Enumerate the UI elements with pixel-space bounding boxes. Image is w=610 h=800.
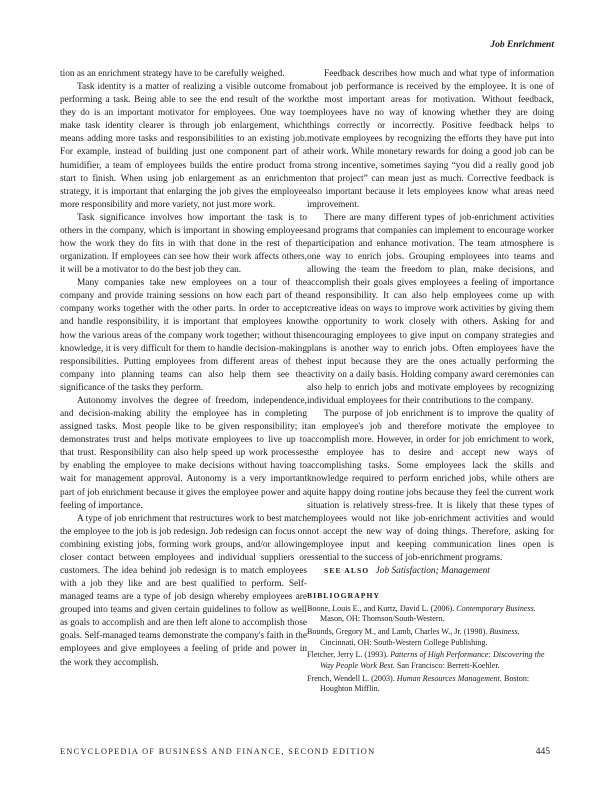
bibliography-entry: [307, 674, 554, 695]
bibliography-heading: BIBLIOGRAPHY: [307, 591, 381, 601]
paragraph: A type of job enrichment that restructures work to best match the employee to the job is job redesign. Job redesign can focus on combining existing jobs, forming work groups, and/or allowing closer contact between employees and individual suppliers or customers. The idea behind job redesign is to match employees with a job they like and are best qualified to perform. Self-managed teams are a type of job design whereby employees are grouped into teams and given certain guidelines to follow as well as goals to accomplish and are then left alone to accomplish those goals. Self-managed teams demonstrate the company's faith in the employees and give employees a feeling of pride and power in the work they accomplish.: [60, 513, 307, 668]
ref-title: Contemporary Business.: [456, 603, 536, 613]
see-also: [307, 565, 554, 578]
see-also-label: SEE ALSO: [324, 565, 370, 575]
paragraph: Many companies take new employees on a tour of the company and provide training sessions on how each part of the company works together with the other parts. In order to accept and handle responsibility, it is important that employees know how the various areas of the company work together; without this knowledge, it is very difficult for them to handle decision-making responsibilities. Putting employees from different areas of the company into planning teams can also help them see the significance of the tasks they perform.: [60, 278, 307, 393]
ref-authors: French, Wendell L. (2003).: [307, 673, 397, 683]
ref-publisher: Cincinnati, OH: South-Western College Publishing.: [320, 637, 488, 647]
paragraph: Task significance involves how important the task is to others in the company, which is important in showing employees how the work they do fits in with that done in the rest of the organization. If employees can see how their work affects others, it will be a motivator to do the best job they can.: [60, 212, 307, 276]
see-also-link[interactable]: Job Satisfaction; Management: [375, 565, 490, 576]
left-column: [60, 68, 307, 670]
ref-authors: Fletcher, Jerry L. (1993).: [307, 650, 391, 660]
ref-authors: Bounds, Gregory M., and Lamb, Charles W., Jr. (1998).: [307, 627, 490, 637]
publication-title: ENCYCLOPEDIA OF BUSINESS AND FINANCE, SECOND EDITION: [60, 747, 376, 756]
paragraph: Task identity is a matter of realizing a visible outcome from performing a task. Being able to see the end result of the work they do is an important motivator for employees. One way to make task identity clearer is through job enlargement, which means adding more tasks and responsibilities to an existing job. For example, instead of building just one component part of a humidifier, a team of employees builds the entire product from start to finish. When using job enlargement as an enrichment strategy, it is important that enlarging the job gives the employee more responsibility and more variety, not just more work.: [60, 82, 307, 210]
paragraph: Autonomy involves the degree of freedom, independence, and decision-making ability the employee has in completing assigned tasks. Most people like to be given responsibility; it demonstrates trust and helps motivate employees to live up to that trust. Responsibility can also help speed up work processes by enabling the employee to make decisions without having to wait for management approval. Autonomy is a very important part of job enrichment because it gives the employee power and a feeling of importance.: [60, 395, 307, 511]
paragraph: Feedback describes how much and what type of information about job performance is received by the employee. It is one of the most important areas for motivation. Without feedback, employees have no way of knowing whether they are doing things correctly or incorrectly. Positive feedback helps to motivate employees by recognizing the efforts they have put into their work. While monetary rewards for doing a good job can be a strong incentive, sometimes saying “you did a really good job on that project” can mean just as much. Corrective feedback is also important because it lets employees know what areas need improvement.: [307, 69, 554, 210]
paragraph: tion as an enrichment strategy have to be carefully weighed.: [60, 69, 285, 79]
ref-publisher: Boston: Houghton Mifflin.: [320, 673, 530, 694]
ref-publisher: Mason, OH: Thomson/South-Western.: [320, 614, 445, 624]
ref-title: Patterns of High Performance: Discovering the Way People Work Best.: [320, 650, 545, 671]
bibliography-entry: [307, 604, 554, 625]
paragraph: There are many different types of job-enrichment activities and programs that companies can implement to encourage worker participation and enhance motivation. The team atmosphere is one way to enrich jobs. Grouping employees into teams and allowing the team the freedom to plan, make decisions, and accomplish their goals gives employees a feeling of importance and responsibility. It can also help employees come up with creative ideas on ways to improve work activities by giving them the opportunity to work closely with others. Asking for and encouraging employees to give input on company strategies and plans is another way to enrich jobs. Often employees have the best input because they are the ones actually performing the activity on a daily basis. Holding company award ceremonies can also help to enrich jobs and motivate employees by recognizing individual employees for their contributions to the company.: [307, 212, 554, 406]
page-footer: [60, 747, 550, 756]
bibliography-entry: [307, 627, 554, 648]
paragraph: The purpose of job enrichment is to improve the quality of an employee's job and therefore motivate the employee to accomplish more. However, in order for job enrichment to work, the employee has to desire and accept new ways of accomplishing tasks. Some employees lack the skills and knowledge required to perform enriched jobs, while others are quite happy doing routine jobs because they feel the current work situation is relatively stress-free. It is likely that these types of employees would not like job-enrichment activities and would not accept the new way of doing things. Therefore, asking for employee input and keeping communication lines open is essential to the success of job-enrichment programs.: [307, 409, 554, 563]
ref-title: Human Resources Management.: [396, 673, 502, 683]
ref-publisher: San Francisco: Berrett-Koehler.: [394, 661, 500, 671]
right-column: [307, 68, 554, 695]
page-number: 445: [535, 747, 550, 757]
bibliography-entry: [307, 650, 554, 671]
running-head: Job Enrichment: [490, 40, 554, 50]
ref-authors: Boone, Louis E., and Kurtz, David L. (2006).: [307, 603, 457, 613]
ref-title: Business.: [489, 627, 520, 637]
